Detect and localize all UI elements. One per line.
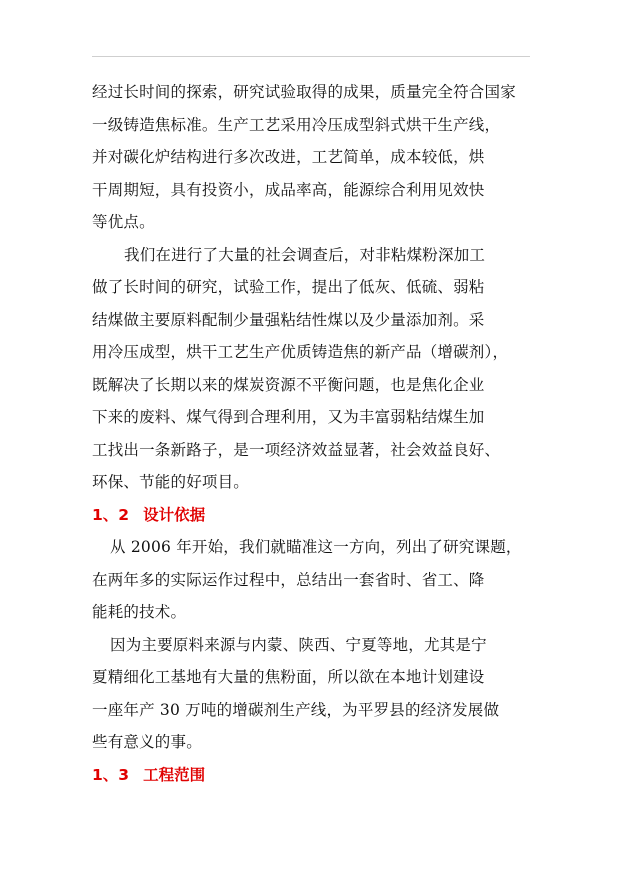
paragraph-line: 下来的废料、煤气得到合理利用，又为丰富弱粘结煤生加 <box>92 408 485 426</box>
header-rule <box>92 56 530 57</box>
section-title: 工程范围 <box>143 765 206 784</box>
paragraph-line: 夏精细化工基地有大量的焦粉面，所以欲在本地计划建设 <box>92 668 485 686</box>
section-number: 1、2 <box>92 505 130 524</box>
paragraph-line: 一座年产 30 万吨的增碳剂生产线，为平罗县的经济发展做 <box>92 700 500 719</box>
paragraph-line: 工找出一条新路子，是一项经济效益显著，社会效益良好、 <box>92 440 501 459</box>
paragraph-line: 环保、节能的好项目。 <box>92 473 250 491</box>
paragraph-2 <box>92 239 530 499</box>
section-title: 设计依据 <box>143 505 206 524</box>
document-body <box>92 76 530 791</box>
paragraph-line: 做了长时间的研究，试验工作，提出了低灰、低硫、弱粘 <box>92 278 485 296</box>
paragraph-4 <box>92 629 530 759</box>
paragraph-line: 干周期短，具有投资小，成品率高，能源综合利用见效快 <box>92 180 485 199</box>
paragraph-line: 能耗的技术。 <box>92 603 187 621</box>
paragraph-line: 在两年多的实际运作过程中，总结出一套省时、省工、降 <box>92 570 485 589</box>
paragraph-line: 些有意义的事。 <box>92 733 202 751</box>
paragraph-line: 从 2006 年开始，我们就瞄准这一方向，列出了研究课题， <box>110 538 522 556</box>
section-heading-1-3 <box>92 759 530 792</box>
paragraph-line: 既解决了长期以来的煤炭资源不平衡问题，也是焦化企业 <box>92 375 485 394</box>
paragraph-line: 并对碳化炉结构进行多次改进，工艺简单，成本较低，烘 <box>92 148 485 166</box>
paragraph-line: 我们在进行了大量的社会调查后，对非粘煤粉深加工 <box>124 245 486 264</box>
paragraph-line: 用冷压成型，烘干工艺生产优质铸造焦的新产品（增碳剂）， <box>92 343 509 361</box>
paragraph-line: 一级铸造焦标准。生产工艺采用冷压成型斜式烘干生产线， <box>92 115 501 134</box>
paragraph-line: 等优点。 <box>92 213 155 231</box>
paragraph-line: 因为主要原料来源与内蒙、陕西、宁夏等地，尤其是宁 <box>110 635 487 654</box>
paragraph-3 <box>92 531 530 629</box>
paragraph-line: 经过长时间的探索，研究试验取得的成果，质量完全符合国家 <box>92 83 516 101</box>
section-number: 1、3 <box>92 765 130 784</box>
paragraph-line: 结煤做主要原料配制少量强粘结性煤以及少量添加剂。采 <box>92 310 485 329</box>
paragraph-1 <box>92 76 530 239</box>
section-heading-1-2 <box>92 499 530 532</box>
